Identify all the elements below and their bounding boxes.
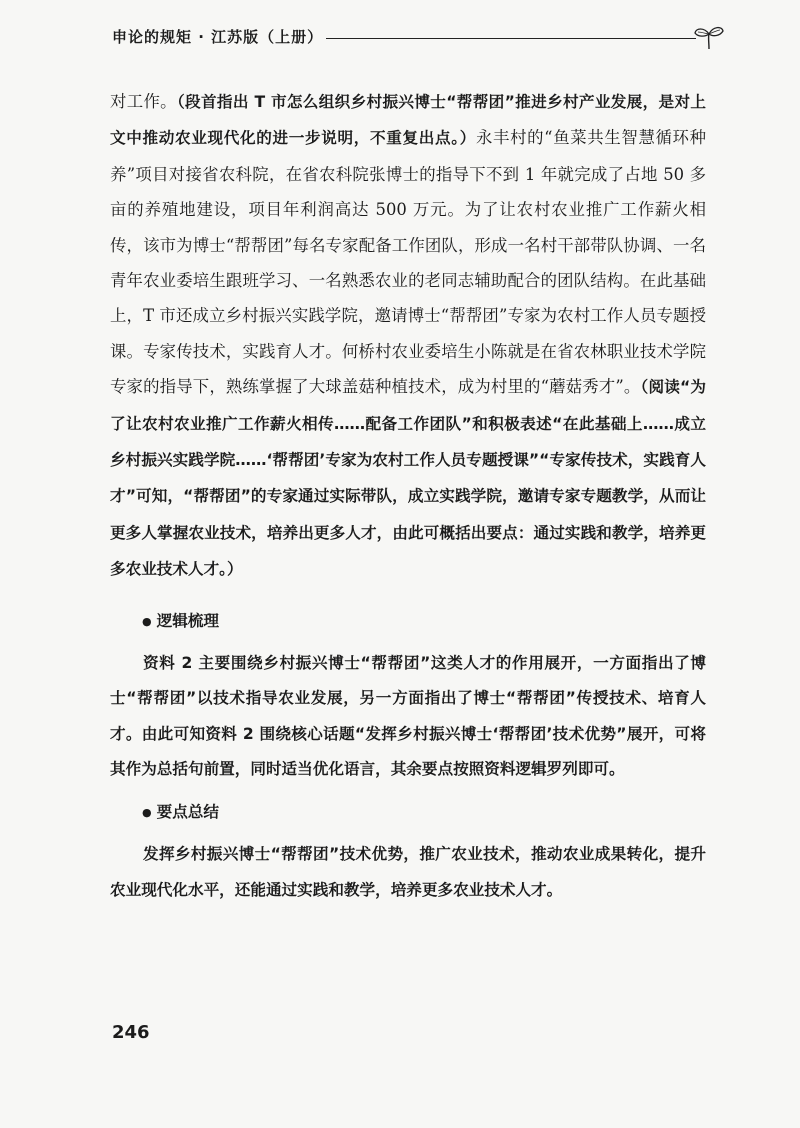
section-heading-summary bbox=[110, 787, 706, 837]
section-heading-logic bbox=[110, 596, 706, 646]
header-rule bbox=[326, 38, 696, 39]
body-paragraph-1 bbox=[110, 84, 706, 588]
annotation-note: （段首指出 T 市怎么组织乡村振兴博士“帮帮团”推进乡村产业发展，是对上文中推动农业现代化的进一步说明，不重复出点。） bbox=[110, 93, 706, 148]
section-heading-text: 逻辑梳理 bbox=[156, 611, 219, 630]
running-header bbox=[112, 24, 712, 54]
sprout-icon bbox=[692, 24, 726, 50]
section-body-summary: 发挥乡村振兴博士“帮帮团”技术优势，推广农业技术，推动农业成果转化，提升农业现代化水平，还能通过实践和教学，培养更多农业技术人才。 bbox=[110, 845, 706, 899]
page-number: 246 bbox=[112, 1022, 150, 1043]
bullet-icon: ● bbox=[142, 806, 152, 820]
annotation-note: （阅读“为了让农村农业推广工作薪火相传……配备工作团队”和积极表述“在此基础上……成立乡村振兴实践学院……‘帮帮团’专家为农村工作人员专题授课”“专家传技术，实践育人才”可知，“帮帮团”的专家通过实际带队，成立实践学院，邀请专家专题教学，从而让更多人掌握农业技术，培养出更多人才，由此可概括出要点：通过实践和教学，培养更多农业技术人才。） bbox=[110, 378, 706, 579]
book-title: 申论的规矩 · 江苏版（上册） bbox=[112, 28, 324, 46]
page-body bbox=[110, 84, 706, 908]
text-run: 对工作。 bbox=[110, 92, 177, 111]
section-body-logic: 资料 2 主要围绕乡村振兴博士“帮帮团”这类人才的作用展开，一方面指出了博士“帮帮团”以技术指导农业发展，另一方面指出了博士“帮帮团”传授技术、培育人才。由此可知资料 2 围绕核心话题“发挥乡村振兴博士‘帮帮团’技术优势”展开，可将其作为总括句前置，同时适当优化语言，其余要点按照资料逻辑罗列即可。 bbox=[110, 653, 706, 778]
section-heading-text: 要点总结 bbox=[156, 803, 219, 822]
bullet-icon: ● bbox=[142, 614, 152, 628]
text-run: 永丰村的“鱼菜共生智慧循环种养”项目对接省农科院，在省农科院张博士的指导下不到 1 年就完成了占地 50 多亩的养殖地建设，项目年利润高达 500 万元。为了让农村农业推广工作薪火相传，该市为博士“帮帮团”每名专家配备工作团队，形成一名村干部带队协调、一名青年农业委培生跟班学习、一名熟悉农业的老同志辅助配合的团队结构。在此基础上，T 市还成立乡村振兴实践学院，邀请博士“帮帮团”专家为农村工作人员专题授课。专家传技术，实践育人才。何桥村农业委培生小陈就是在省农林职业技术学院专家的指导下，熟练掌握了大球盖菇种植技术，成为村里的“蘑菇秀才”。 bbox=[110, 128, 706, 397]
